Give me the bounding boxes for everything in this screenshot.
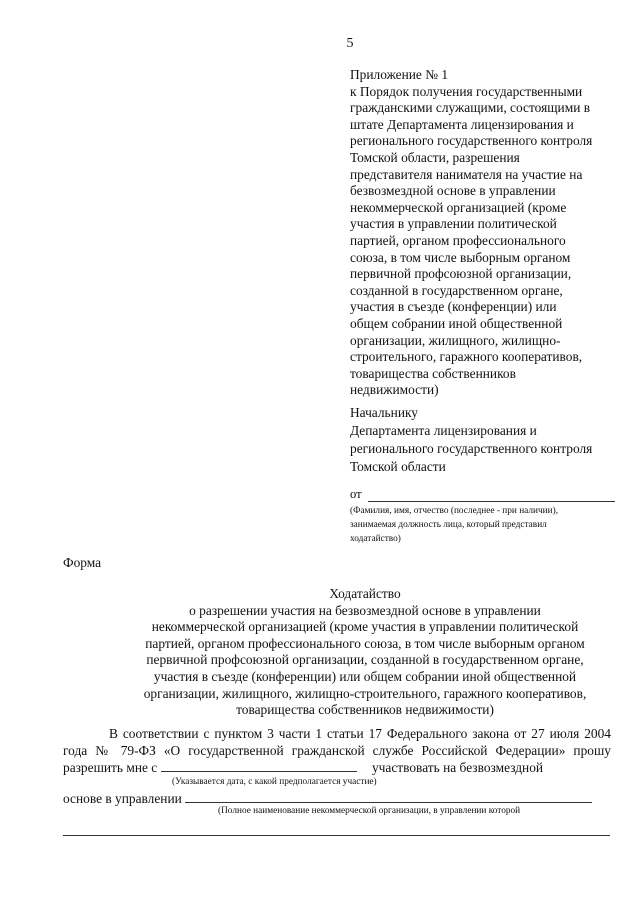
appendix-line: участия в управлении политической: [350, 216, 557, 232]
appendix-line: гражданскими служащими, состоящими в: [350, 100, 591, 116]
from-hint-line: ходатайство): [350, 534, 401, 544]
appendix-line: созданной в государственном органе,: [350, 282, 563, 298]
appendix-line: безвозмездной основе в управлении: [350, 183, 556, 199]
appendix-line: союза, в том числе выборным органом: [350, 249, 571, 265]
appendix-line: штате Департамента лицензирования и: [350, 116, 574, 132]
from-blank-line[interactable]: [368, 490, 615, 502]
body-line: года № 79-ФЗ «О государственной гражданской службе Российской Федерации» прошу: [63, 742, 611, 758]
org-prefix: основе в управлении: [63, 791, 182, 806]
date-fill-row: [63, 760, 543, 776]
addressee-line: регионального государственного контроля: [350, 441, 593, 456]
org-fill-row: [63, 791, 592, 807]
org-continuation-line[interactable]: [63, 835, 610, 836]
appendix-line: регионального государственного контроля: [350, 133, 593, 149]
form-label: Форма: [63, 555, 102, 570]
date-prefix: разрешить мне с: [63, 760, 158, 775]
appendix-line: представителя нанимателя на участие на: [350, 166, 583, 182]
petition-title-line: участия в съезде (конференции) или общем собрании иной общественной: [153, 668, 577, 684]
from-field-block: [350, 486, 615, 546]
appendix-line: партией, органом профессионального: [350, 232, 566, 248]
appendix-line: товарищества собственников: [350, 365, 516, 381]
appendix-line: участия в съезде (конференции) или: [350, 299, 557, 315]
appendix-block: [350, 67, 620, 399]
from-hint-line: занимаемая должность лица, который представил: [350, 520, 547, 530]
petition-title-line: товарищества собственников недвижимости): [236, 702, 494, 718]
addressee-line: Начальнику: [350, 405, 419, 420]
petition-title-line: некоммерческой организацией (кроме участия в управлении политической: [151, 619, 579, 635]
appendix-line: Томской области, разрешения: [350, 149, 520, 165]
body-line: В соответствии с пунктом 3 части 1 статьи 17 Федерального закона от 27 июля 2004: [109, 726, 611, 741]
appendix-line: организации, жилищного, жилищно-: [350, 332, 561, 348]
org-hint: (Полное наименование некоммерческой организации, в управлении которой: [218, 806, 521, 816]
petition-title: [80, 586, 640, 719]
appendix-heading: Приложение № 1: [350, 67, 449, 82]
appendix-line: к Порядок получения государственными: [350, 83, 583, 99]
date-blank-line[interactable]: [161, 760, 357, 772]
appendix-line: строительного, гаражного кооперативов,: [350, 349, 583, 365]
appendix-line: общем собрании иной общественной: [350, 315, 563, 331]
org-blank-line[interactable]: [185, 791, 592, 803]
appendix-line: некоммерческой организацией (кроме: [350, 199, 567, 215]
appendix-line: первичной профсоюзной организации,: [350, 266, 572, 282]
date-hint: (Указывается дата, с какой предполагается участие): [172, 777, 377, 787]
addressee-block: [350, 404, 620, 476]
from-hint: [350, 504, 615, 546]
addressee-line: Департамента лицензирования и: [350, 423, 537, 438]
from-label: от: [350, 487, 362, 501]
petition-body: [63, 726, 611, 760]
appendix-line: недвижимости): [350, 382, 439, 398]
petition-title-line: организации, жилищного, жилищно-строительного, гаражного кооперативов,: [143, 685, 587, 701]
addressee-line: Томской области: [350, 459, 446, 474]
petition-title-line: о разрешении участия на безвозмездной основе в управлении: [189, 602, 541, 618]
petition-title-line: партией, органом профессионального союза, в том числе выборным органом: [145, 635, 585, 651]
page-number: 5: [346, 36, 354, 51]
petition-title-line: первичной профсоюзной организации, созданной в государственном органе,: [146, 652, 584, 668]
petition-title-line: Ходатайство: [329, 586, 401, 601]
date-suffix: участвовать на безвозмездной: [371, 760, 544, 775]
from-hint-line: (Фамилия, имя, отчество (последнее - при наличии),: [350, 506, 559, 516]
